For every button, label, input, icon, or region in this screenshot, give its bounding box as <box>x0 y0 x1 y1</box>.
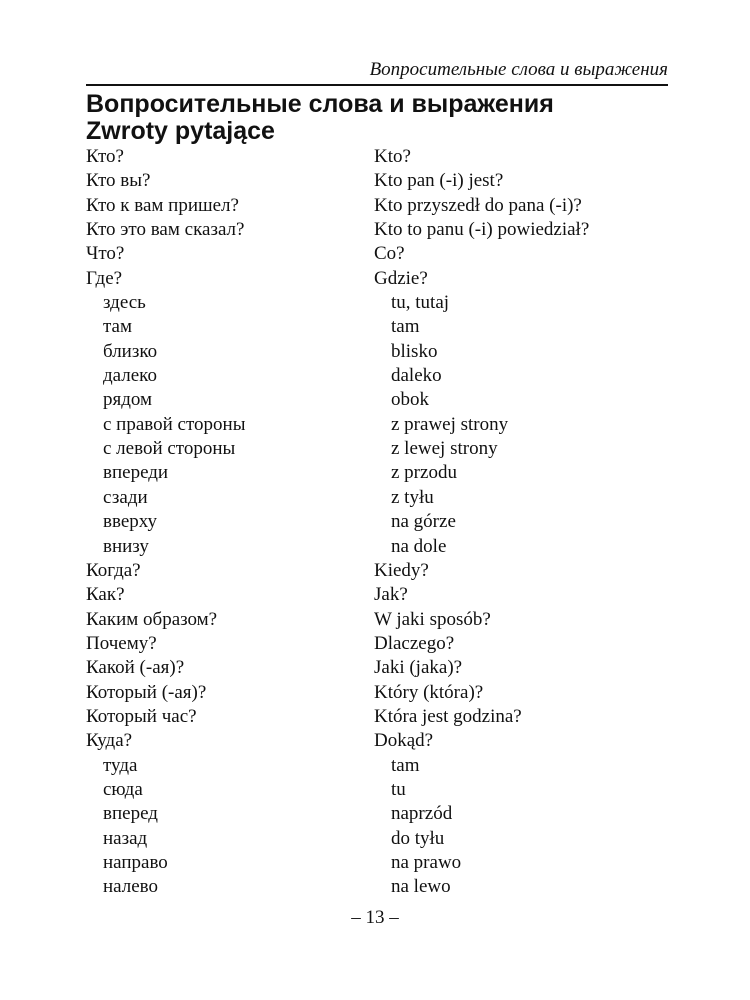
russian-phrase: Кто вы? <box>86 170 151 192</box>
running-header: Вопросительные слова и выражения <box>369 59 668 80</box>
russian-phrase: налево <box>103 876 159 898</box>
polish-phrase: naprzód <box>391 803 453 825</box>
russian-phrase: назад <box>103 827 148 849</box>
russian-phrase: Где? <box>86 267 123 289</box>
polish-phrase: daleko <box>391 365 442 387</box>
polish-phrase: Kto to panu (-i) powiedział? <box>374 219 590 241</box>
polish-phrase: Jaki (jaka)? <box>374 657 463 679</box>
russian-phrase: далеко <box>103 365 157 387</box>
polish-phrase: Kto? <box>374 146 411 167</box>
polish-phrase: Jak? <box>374 584 408 606</box>
polish-phrase: tu <box>391 778 406 800</box>
polish-phrase: Dlaczego? <box>374 632 455 654</box>
polish-phrase: Gdzie? <box>374 267 428 289</box>
russian-phrase: Когда? <box>86 559 141 581</box>
russian-phrase: сюда <box>103 778 143 800</box>
russian-phrase: Кто к вам пришел? <box>86 194 239 216</box>
russian-phrase: Кто это вам сказал? <box>86 219 245 241</box>
russian-phrase: сзади <box>103 486 148 508</box>
polish-phrase: blisko <box>391 340 438 362</box>
polish-phrase: Kto przyszedł do pana (-i)? <box>374 194 582 216</box>
russian-phrase: близко <box>103 340 158 362</box>
russian-phrase: направо <box>103 851 168 873</box>
polish-phrase: obok <box>391 389 429 411</box>
polish-phrase: Która jest godzina? <box>374 705 522 727</box>
page-number: – 13 – <box>351 907 399 928</box>
polish-column <box>374 145 589 900</box>
russian-phrase: впереди <box>103 462 169 484</box>
polish-phrase: z prawej strony <box>391 413 509 435</box>
polish-phrase: tam <box>391 316 420 338</box>
russian-phrase: Куда? <box>86 730 133 752</box>
russian-phrase: там <box>103 316 132 338</box>
russian-phrase: Который (-ая)? <box>86 681 207 703</box>
russian-phrase: Что? <box>86 243 125 265</box>
title-russian: Вопросительные слова и выражения <box>86 90 554 118</box>
russian-phrase: туда <box>103 754 138 776</box>
russian-phrase: внизу <box>103 535 149 557</box>
polish-phrase: Kto pan (-i) jest? <box>374 170 504 192</box>
russian-phrase: Кто? <box>86 146 124 167</box>
russian-phrase: Почему? <box>86 632 157 654</box>
polish-phrase: tam <box>391 754 420 776</box>
polish-phrase: Co? <box>374 243 405 265</box>
polish-phrase: na lewo <box>391 876 451 898</box>
russian-phrase: Каким образом? <box>86 608 218 630</box>
russian-phrase: с правой стороны <box>103 413 246 435</box>
polish-phrase: na górze <box>391 511 456 533</box>
russian-phrase: Какой (-ая)? <box>86 657 185 679</box>
polish-phrase: tu, tutaj <box>391 292 450 314</box>
russian-phrase: Как? <box>86 584 125 606</box>
polish-phrase: z tyłu <box>391 486 434 508</box>
polish-phrase: W jaki sposób? <box>374 608 491 630</box>
polish-phrase: do tyłu <box>391 827 445 849</box>
section-title <box>86 91 554 145</box>
header-rule <box>86 84 668 86</box>
russian-phrase: вперед <box>103 803 158 825</box>
russian-column <box>86 145 245 900</box>
polish-phrase: Który (która)? <box>374 681 484 703</box>
russian-phrase: здесь <box>103 292 146 314</box>
russian-phrase: вверху <box>103 511 158 533</box>
russian-phrase: с левой стороны <box>103 438 236 460</box>
polish-phrase: na prawo <box>391 851 462 873</box>
title-polish: Zwroty pytające <box>86 117 275 145</box>
polish-phrase: z lewej strony <box>391 438 498 460</box>
russian-phrase: рядом <box>103 389 153 411</box>
polish-phrase: Kiedy? <box>374 559 429 581</box>
polish-phrase: z przodu <box>391 462 457 484</box>
polish-phrase: Dokąd? <box>374 730 434 752</box>
russian-phrase: Который час? <box>86 705 197 727</box>
polish-phrase: na dole <box>391 535 447 557</box>
